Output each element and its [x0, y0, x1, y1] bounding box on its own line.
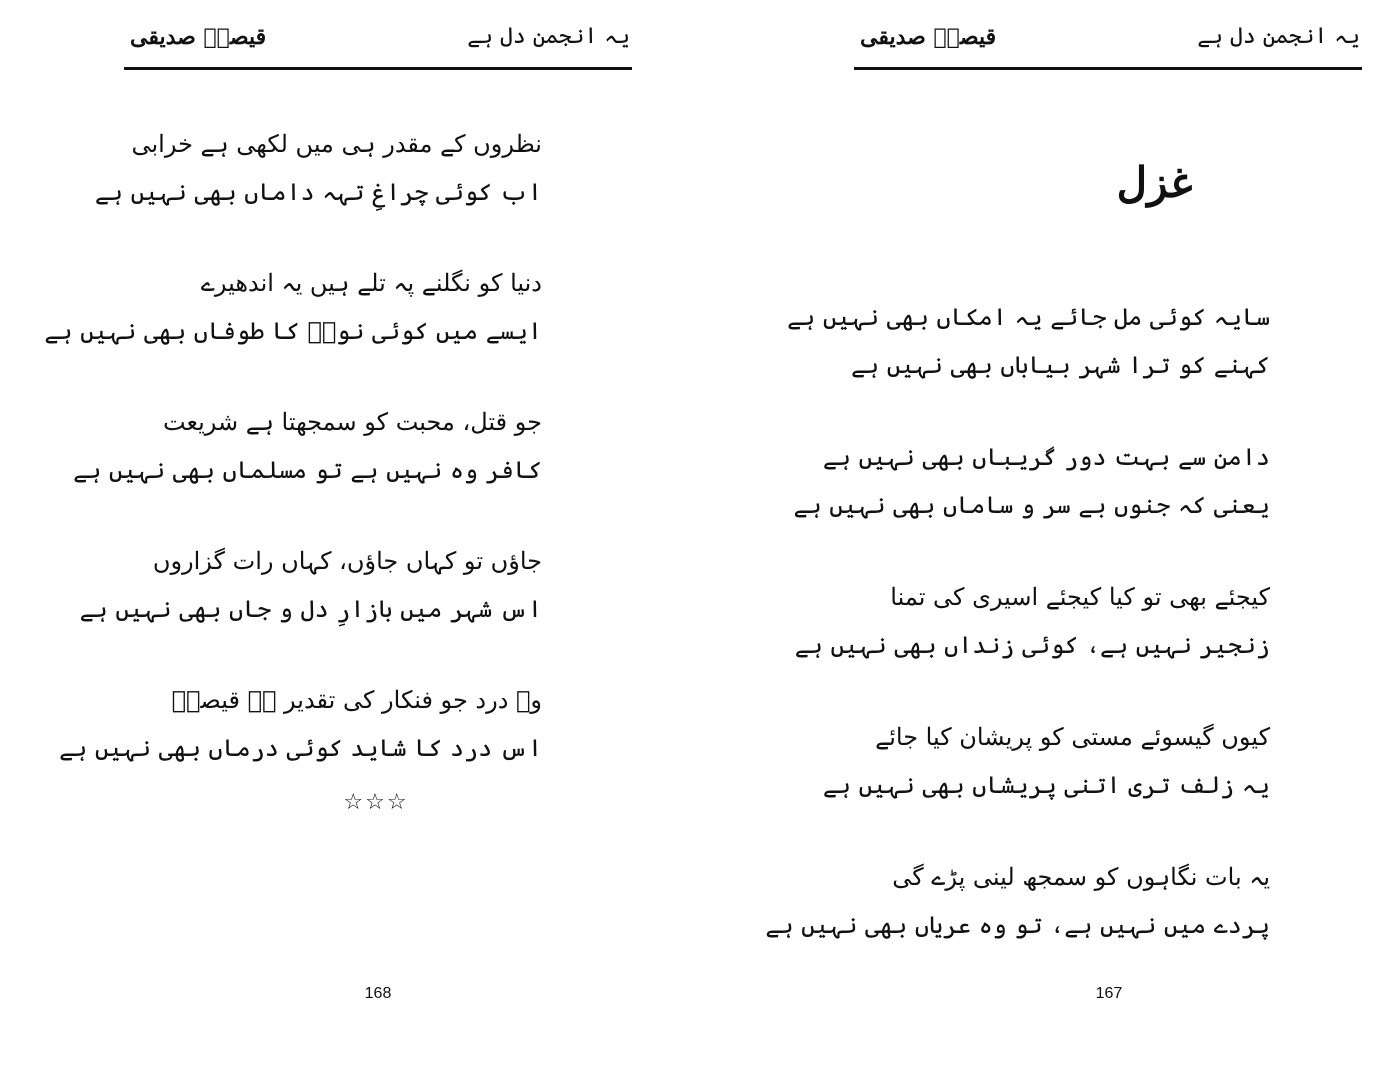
end-mark-stars: ☆☆☆: [343, 790, 409, 815]
couplet: [44, 259, 542, 355]
verse-line: کیجئے بھی تو کیا کیجئے اسیری کی تمنا: [890, 583, 1270, 611]
page-header: [854, 18, 1362, 70]
left-page: [0, 0, 698, 1080]
page-number: 168: [364, 985, 392, 1002]
ghazal-heading-text: غزل: [1116, 158, 1193, 207]
verse-line: زنجیر نہیں ہے، کوئی زنداں بھی نہیں ہے: [794, 631, 1270, 659]
verse-line: یہ زلف تری اتنی پریشاں بھی نہیں ہے: [822, 771, 1270, 799]
verse-line: اس درد کا شاید کوئی درماں بھی نہیں ہے: [59, 734, 542, 762]
couplet: [73, 398, 542, 494]
author-name: قیصرؔ صدیقی: [860, 24, 997, 50]
verse-line: کہنے کو ترا شہر بیاباں بھی نہیں ہے: [850, 351, 1270, 379]
couplet: [787, 293, 1270, 389]
couplet: [822, 713, 1270, 809]
page-number: 167: [1095, 985, 1123, 1002]
ghazal-verses: [765, 293, 1270, 993]
verse-line: یہ بات نگاہوں کو سمجھ لینی پڑے گی: [892, 863, 1270, 891]
verse-line: نظروں کے مقدر ہی میں لکھی ہے خرابی: [131, 130, 542, 158]
verse-line: کیوں گیسوئے مستی کو پریشان کیا جائے: [875, 723, 1270, 751]
verse-line: اب کوئی چراغِ تہہ داماں بھی نہیں ہے: [94, 178, 542, 206]
verse-line: جاؤں تو کہاں جاؤں، کہاں رات گزاروں: [152, 547, 542, 575]
header-rule: [124, 67, 632, 70]
verse-line: سایہ کوئی مل جائے یہ امکاں بھی نہیں ہے: [787, 303, 1270, 331]
couplet: [94, 120, 542, 216]
header-rule: [854, 67, 1362, 70]
verse-line: اس شہر میں بازارِ دل و جاں بھی نہیں ہے: [79, 595, 542, 623]
verse-line: وہ درد جو فنکار کی تقدیر ہے قیصرؔ: [171, 686, 542, 714]
ghazal-heading: [698, 158, 1397, 207]
author-name: قیصرؔ صدیقی: [130, 24, 267, 50]
verse-line: دامن سے بہت دور گریباں بھی نہیں ہے: [822, 443, 1270, 471]
couplet: [765, 853, 1270, 949]
verse-line: جو قتل، محبت کو سمجھتا ہے شریعت: [162, 408, 542, 436]
couplet: [59, 676, 542, 772]
couplet: [794, 573, 1270, 669]
verse-line: یعنی کہ جنوں بے سر و ساماں بھی نہیں ہے: [793, 491, 1270, 519]
book-title: یہ انجمن دل ہے: [467, 24, 630, 49]
couplet: [79, 537, 542, 633]
page-header: [124, 18, 632, 70]
book-title: یہ انجمن دل ہے: [1197, 24, 1360, 49]
couplet: [793, 433, 1270, 529]
verse-line: دنیا کو نگلنے پہ تلے ہیں یہ اندھیرے: [200, 269, 542, 297]
verse-line: کافر وہ نہیں ہے تو مسلماں بھی نہیں ہے: [73, 456, 542, 484]
verse-line: پردے میں نہیں ہے، تو وہ عریاں بھی نہیں ہے: [765, 911, 1270, 939]
verse-line: ایسے میں کوئی نوحؑ کا طوفاں بھی نہیں ہے: [44, 317, 542, 345]
ghazal-verses: [44, 120, 542, 815]
